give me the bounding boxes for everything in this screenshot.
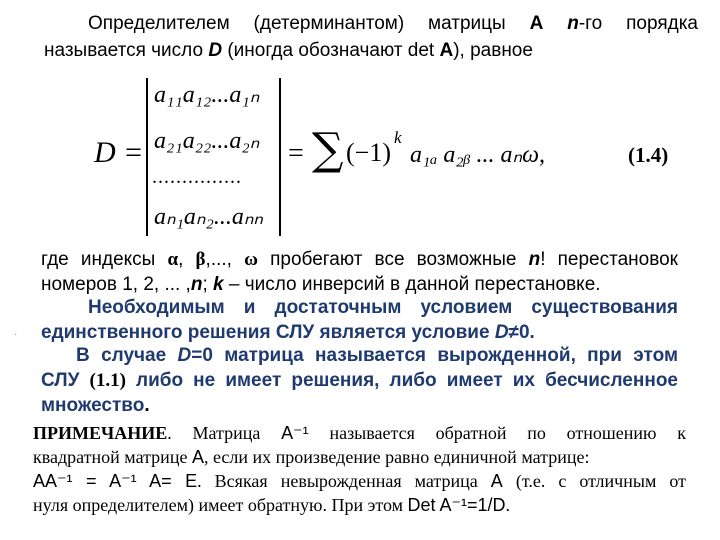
- sign-exponent: k: [394, 128, 402, 147]
- equation-number: (1.4): [628, 143, 669, 167]
- note-line-1: ПРИМЕЧАНИЕ. Матрица A⁻¹ называется обратной по отношению к: [33, 423, 687, 443]
- intro-line-1: Определителем (детерминантом) матрицы A n-го порядка: [88, 13, 699, 34]
- formula-lhs: D =: [94, 136, 144, 169]
- where-line-2: номеров 1, 2, ... ,n; k – число инверсий в данной перестановке.: [41, 274, 601, 295]
- degenerate-line-1: В случае D=0 матрица называется вырожденной, при этом: [76, 345, 678, 366]
- matrix-row-2: a₂₁a₂₂...a₂ₙ: [154, 128, 260, 154]
- note-line-3: AA⁻¹ = A⁻¹ A= E. Всякая невырожденная матрица A (т.е. с отличным от: [33, 471, 686, 491]
- formula-equals: =: [288, 138, 304, 169]
- condition-line-1: Необходимым и достаточным условием существования: [88, 297, 678, 318]
- intro-line-2: называется число D (иногда обозначают det A), равное: [44, 40, 533, 61]
- margin-dot: ·: [14, 330, 18, 341]
- determinant-right-bar: [279, 78, 281, 236]
- matrix-row-n: aₙ₁aₙ₂...aₙₙ: [154, 204, 263, 230]
- note-line-4: нуля определителем) имеет обратную. При этом Det A⁻¹=1/D.: [33, 495, 511, 515]
- sign-factor: (−1): [346, 138, 391, 167]
- matrix-row-1: a₁₁a₁₂...a₁ₙ: [154, 82, 260, 108]
- product-terms: a₁ₐ a₂ᵦ ... aₙω,: [410, 142, 546, 168]
- determinant-left-bar: [146, 78, 148, 236]
- sum-symbol: ∑: [312, 124, 344, 175]
- where-line-1: где индексы α, β,..., ω пробегают все возможные n! перестановок: [41, 249, 678, 270]
- degenerate-line-3: множество.: [41, 395, 150, 416]
- degenerate-line-2: СЛУ (1.1) либо не имеет решения, либо имеет их бесчисленное: [41, 370, 678, 391]
- condition-line-2: единственного решения СЛУ является условие D≠0.: [41, 322, 535, 343]
- note-line-2: квадратной матрице A, если их произведение равно единичной матрице:: [33, 447, 590, 467]
- note-label: ПРИМЕЧАНИЕ: [33, 423, 168, 443]
- matrix-row-dots: ...............: [152, 166, 242, 188]
